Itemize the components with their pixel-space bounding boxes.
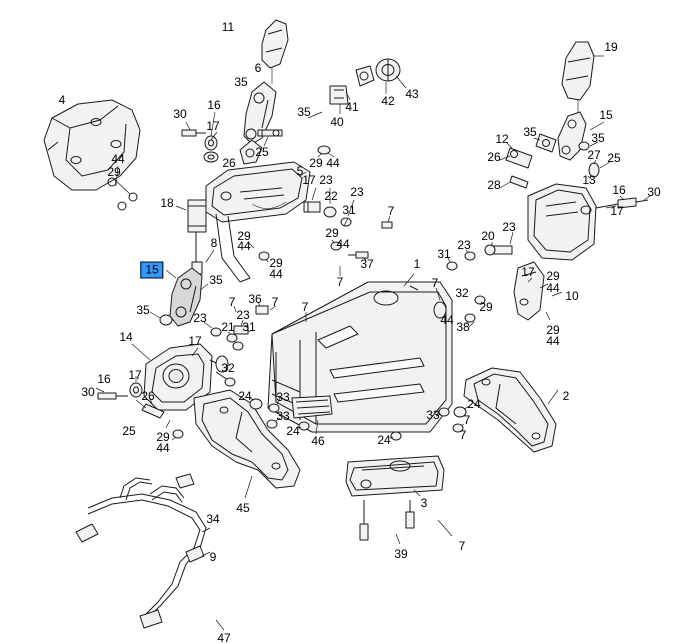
callout-33-c: 33 (426, 408, 440, 422)
callout-4: 4 (58, 93, 66, 107)
callout-35-a: 35 (234, 75, 248, 89)
callout-29-b: 29 (107, 165, 121, 179)
callout-44-c: 44 (336, 237, 350, 251)
callout-9: 9 (209, 550, 217, 564)
callout-13: 13 (582, 173, 596, 187)
callout-29-h: 29 (546, 323, 560, 337)
callout-16-b: 16 (612, 183, 626, 197)
callout-6: 6 (254, 61, 262, 75)
callout-31-c: 31 (242, 320, 256, 334)
callout-17-a: 17 (206, 119, 220, 133)
callout-18: 18 (160, 196, 174, 210)
callout-39: 39 (394, 547, 408, 561)
callout-17-b: 17 (302, 173, 316, 187)
callout-24-d: 24 (377, 433, 391, 447)
callout-7-a: 7 (387, 204, 395, 218)
callout-20: 20 (481, 229, 495, 243)
callout-26-c: 26 (141, 389, 155, 403)
callout-44-h: 44 (546, 334, 560, 348)
callout-43: 43 (405, 87, 419, 101)
callout-44-a: 44 (111, 152, 125, 166)
callout-31-b: 31 (437, 247, 451, 261)
callout-7-f: 7 (301, 300, 309, 314)
callout-23-a: 23 (319, 173, 333, 187)
callout-23-f: 23 (236, 308, 250, 322)
callout-8: 8 (210, 236, 218, 250)
callout-42: 42 (381, 94, 395, 108)
callout-29-i: 29 (156, 430, 170, 444)
callout-22: 22 (324, 189, 338, 203)
part-shape-3 (346, 456, 452, 544)
part-shape-11 (262, 20, 288, 84)
callout-41: 41 (345, 100, 359, 114)
callout-36: 36 (248, 292, 262, 306)
callout-32-a: 32 (455, 286, 469, 300)
callout-44-e: 44 (269, 267, 283, 281)
callout-38: 38 (456, 320, 470, 334)
callout-25-a: 25 (607, 151, 621, 165)
callout-17-d: 17 (521, 265, 535, 279)
callout-37: 37 (360, 257, 374, 271)
callout-7-g: 7 (463, 413, 471, 427)
callout-15-a: 15 (599, 108, 613, 122)
callout-33-b: 33 (276, 409, 290, 423)
callout-29-a: 29 (309, 156, 323, 170)
callout-12: 12 (495, 132, 509, 146)
callout-26-a: 26 (487, 150, 501, 164)
callout-45: 45 (236, 501, 250, 515)
callout-26-b: 26 (222, 156, 236, 170)
callout-7-i: 7 (458, 539, 466, 553)
callout-24-c: 24 (286, 424, 300, 438)
callout-5: 5 (296, 164, 304, 178)
callout-19: 19 (604, 40, 618, 54)
callout-30-a: 30 (173, 107, 187, 121)
part-shape-4 (44, 100, 140, 210)
part-shape-19 (562, 42, 604, 116)
callout-29-c: 29 (325, 226, 339, 240)
callout-29-g: 29 (479, 300, 493, 314)
callout-7-h: 7 (459, 428, 467, 442)
part-shape-34-harness (76, 474, 224, 630)
callout-11: 11 (221, 20, 235, 34)
callout-16-c: 16 (97, 372, 111, 386)
callout-23-e: 23 (193, 311, 207, 325)
callout-35-c: 35 (523, 125, 537, 139)
callout-35-b: 35 (297, 105, 311, 119)
callout-47: 47 (217, 631, 231, 644)
callout-23-b: 23 (350, 185, 364, 199)
callout-35-e: 35 (209, 273, 223, 287)
callout-15-highlighted[interactable]: 15 (140, 262, 163, 279)
callout-7-d: 7 (271, 295, 279, 309)
callout-44-d: 44 (237, 239, 251, 253)
callout-7-c: 7 (431, 276, 439, 290)
callout-44-f: 44 (546, 281, 560, 295)
callout-1: 1 (413, 257, 421, 271)
callout-34: 34 (206, 512, 220, 526)
callout-17-e: 17 (188, 334, 202, 348)
callout-23-d: 23 (502, 220, 516, 234)
callout-23-c: 23 (457, 238, 471, 252)
callout-31-a: 31 (342, 203, 356, 217)
callout-10: 10 (565, 289, 579, 303)
callout-16-a: 16 (207, 98, 221, 112)
callout-28: 28 (487, 178, 501, 192)
callout-33-a: 33 (276, 390, 290, 404)
callout-35-f: 35 (136, 303, 150, 317)
callout-30-b: 30 (647, 185, 661, 199)
callout-24-b: 24 (467, 397, 481, 411)
callout-44-b: 44 (326, 156, 340, 170)
part-shape-5 (206, 162, 310, 282)
part-shape-10 (514, 184, 650, 320)
callout-7-b: 7 (336, 275, 344, 289)
callout-29-d: 29 (237, 229, 251, 243)
callout-35-d: 35 (591, 131, 605, 145)
callout-46: 46 (311, 434, 325, 448)
callout-29-e: 29 (269, 256, 283, 270)
callout-25-c: 25 (122, 424, 136, 438)
callout-17-f: 17 (128, 368, 142, 382)
callout-24-a: 24 (238, 389, 252, 403)
callout-30-c: 30 (81, 385, 95, 399)
callout-3: 3 (420, 496, 428, 510)
callout-17-c: 17 (610, 204, 624, 218)
callout-44-g: 44 (440, 313, 454, 327)
callout-25-b: 25 (255, 145, 269, 159)
callout-27: 27 (587, 148, 601, 162)
callout-32-b: 32 (221, 361, 235, 375)
callout-40: 40 (330, 115, 344, 129)
callout-44-i: 44 (156, 441, 170, 455)
callout-14: 14 (119, 330, 133, 344)
callout-29-f: 29 (546, 269, 560, 283)
callout-21: 21 (221, 320, 235, 334)
callout-7-e: 7 (228, 295, 236, 309)
callout-2: 2 (562, 389, 570, 403)
